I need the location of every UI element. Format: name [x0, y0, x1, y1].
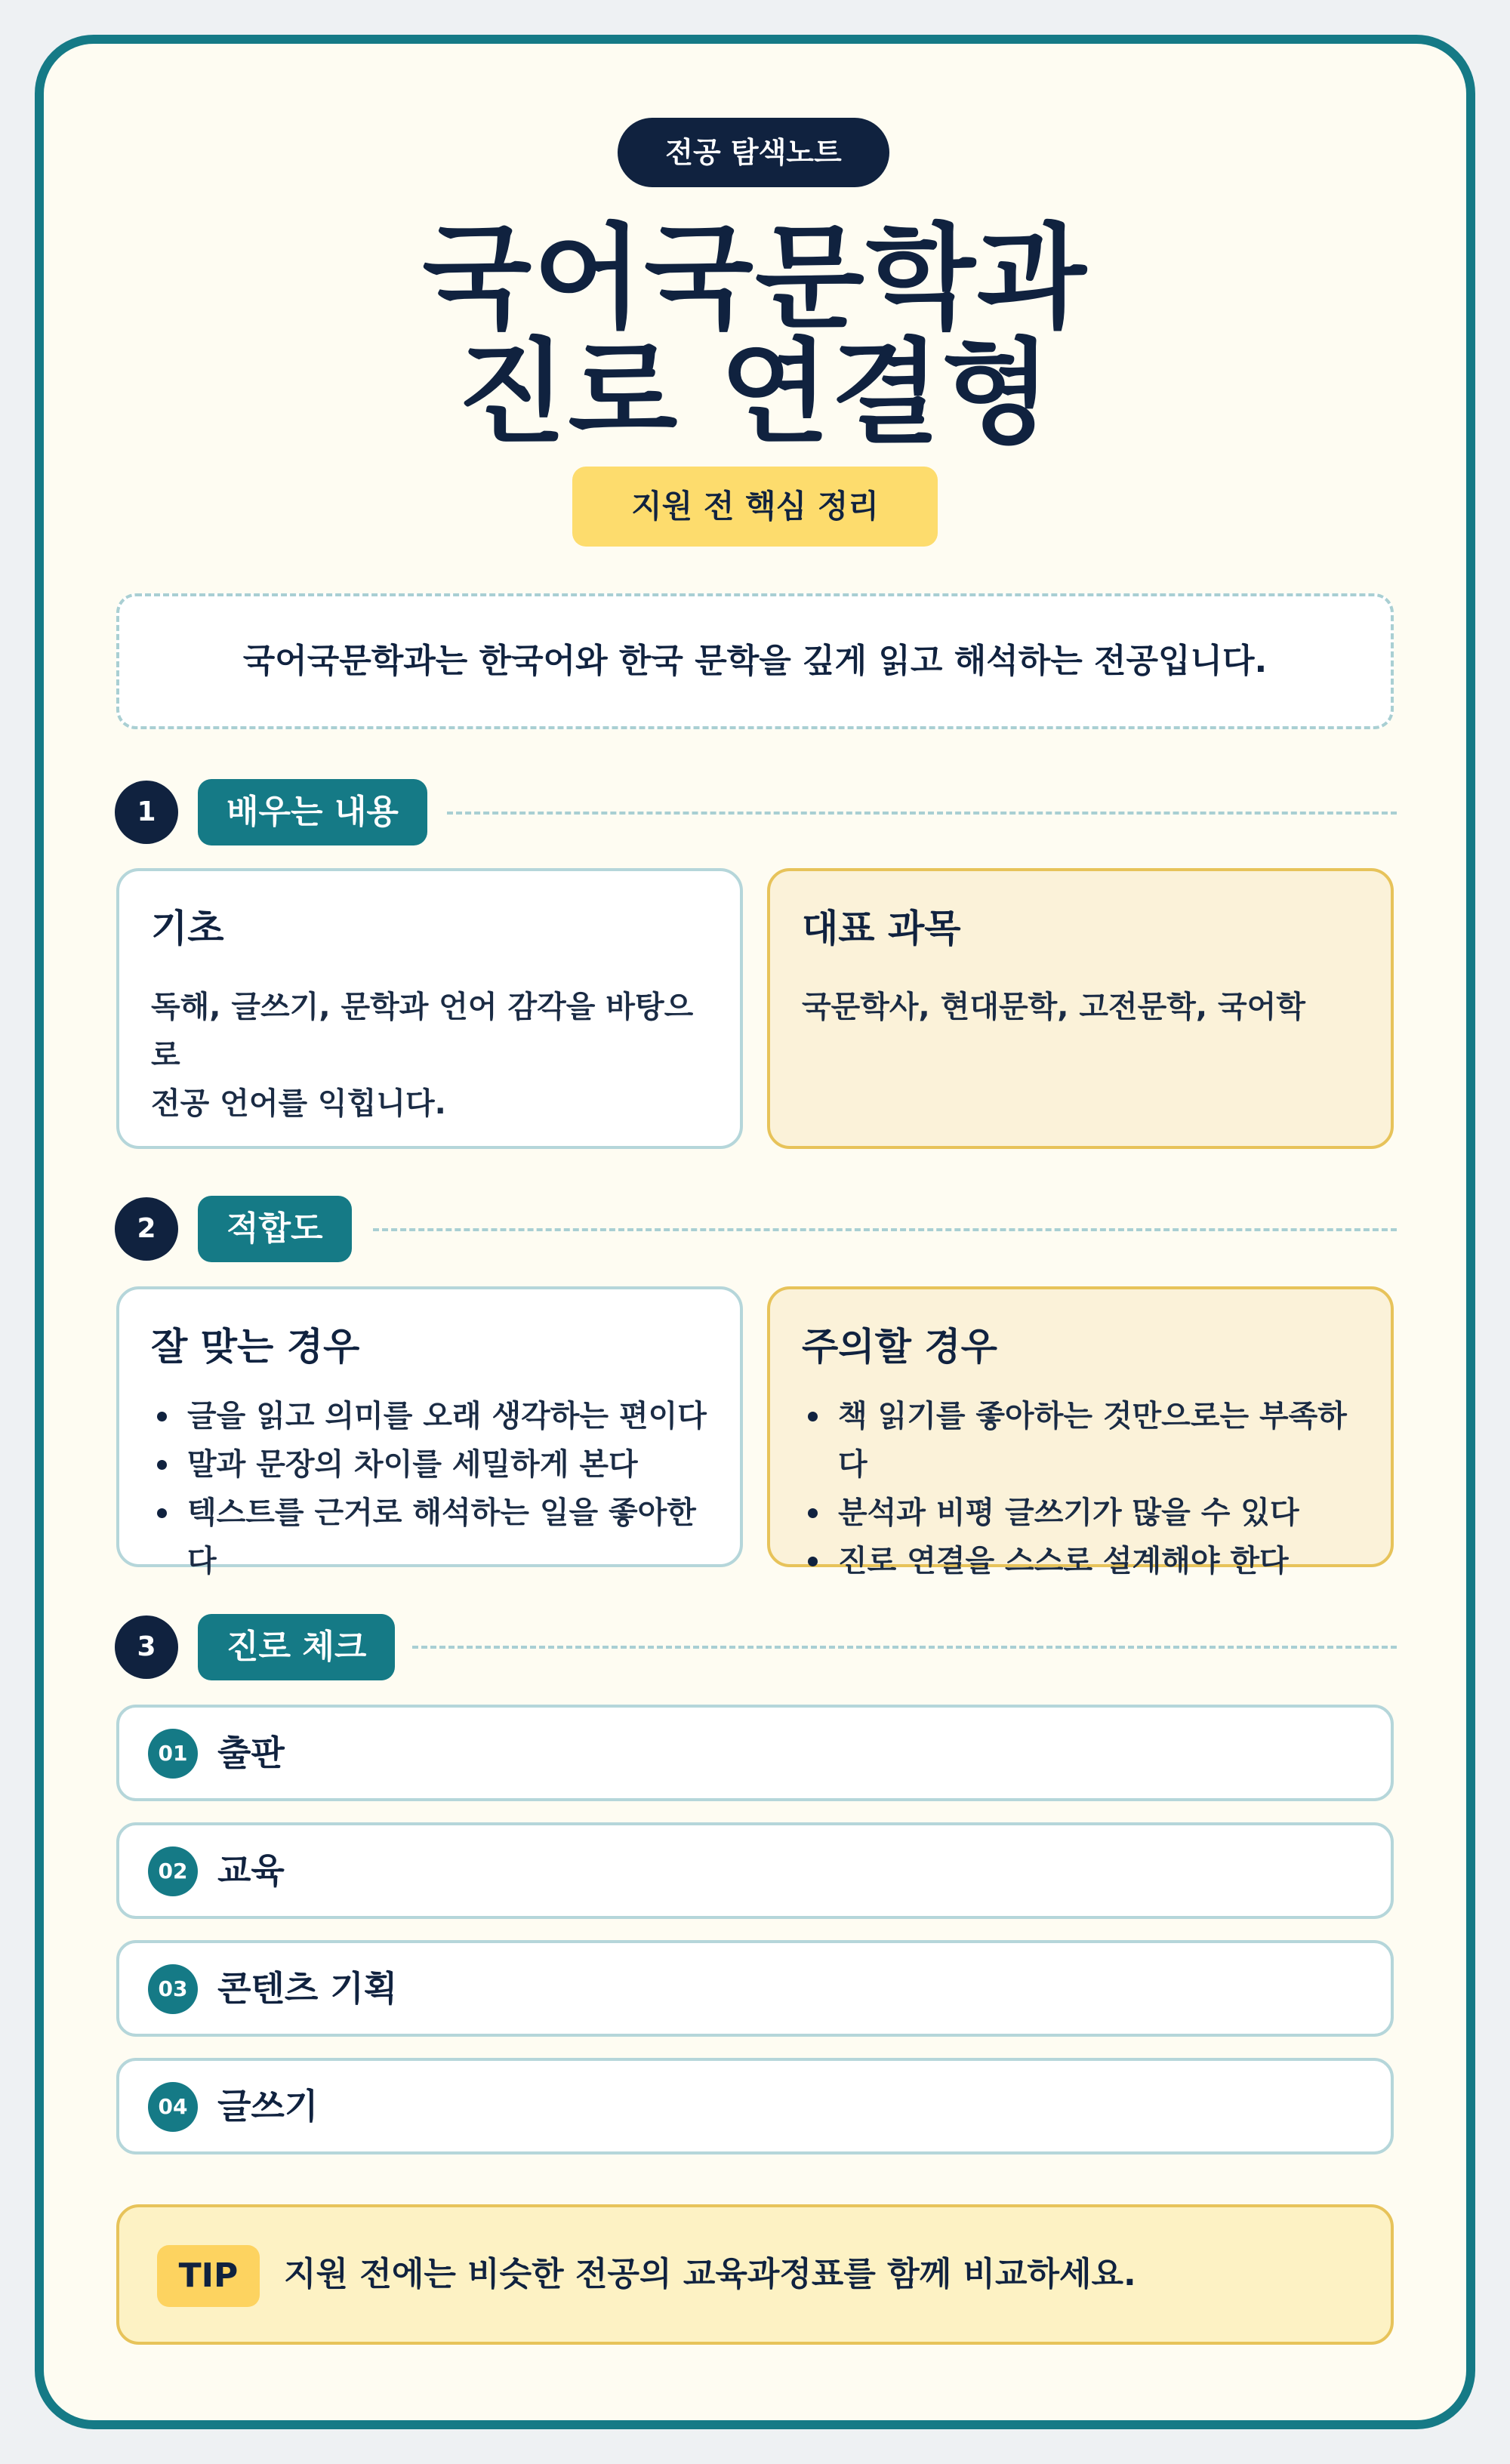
section-2-divider [373, 1228, 1397, 1231]
caution-title: 주의할 경우 [802, 1325, 997, 1369]
good-fit-item: 말과 문장의 차이를 세밀하게 본다 [151, 1440, 708, 1489]
career-number: 01 [148, 1729, 198, 1779]
career-item-writing [116, 2058, 1394, 2154]
section-3-number: 3 [115, 1615, 178, 1679]
section-1-divider [447, 812, 1397, 815]
good-fit-box [116, 1286, 743, 1578]
basics-title: 기초 [151, 907, 224, 950]
career-item-publishing [116, 1705, 1394, 1801]
caution-item: 책 읽기를 좋아하는 것만으로는 부족하다 [802, 1392, 1359, 1489]
tip-text: 지원 전에는 비슷한 전공의 교육과정표를 함께 비교하세요. [284, 2255, 1136, 2293]
career-number: 02 [148, 1846, 198, 1896]
basics-box [116, 868, 743, 1149]
career-label: 글쓰기 [217, 2086, 319, 2127]
caution-item: 분석과 비평 글쓰기가 많을 수 있다 [802, 1489, 1359, 1537]
caution-item: 진로 연결을 스스로 설계해야 한다 [802, 1537, 1359, 1585]
subtitle-badge: 지원 전 핵심 정리 [572, 467, 938, 547]
career-number: 03 [148, 1964, 198, 2014]
career-label: 출판 [217, 1732, 285, 1773]
caution-box [767, 1286, 1394, 1578]
tip-badge: TIP [157, 2245, 260, 2307]
section-1-number: 1 [115, 781, 178, 844]
good-fit-item: 텍스트를 근거로 해석하는 일을 좋아한다 [151, 1489, 708, 1585]
page-title-line1: 국어국문학과 [422, 213, 1088, 344]
courses-box [767, 868, 1394, 1149]
section-2-number: 2 [115, 1197, 178, 1261]
good-fit-item: 글을 읽고 의미를 오래 생각하는 편이다 [151, 1392, 708, 1440]
section-3-label: 진로 체크 [198, 1614, 395, 1680]
section-1-label: 배우는 내용 [198, 779, 427, 845]
career-label: 콘텐츠 기획 [217, 1968, 398, 2009]
section-2-label: 적합도 [198, 1196, 352, 1262]
header-badge: 전공 탐색노트 [618, 118, 889, 187]
intro-box: 국어국문학과는 한국어와 한국 문학을 깊게 읽고 해석하는 전공입니다. [116, 593, 1394, 729]
career-item-education [116, 1822, 1394, 1919]
career-number: 04 [148, 2082, 198, 2132]
page-title-line2: 진로 연결형 [457, 328, 1053, 459]
career-label: 교육 [217, 1850, 285, 1891]
career-item-content-planning [116, 1940, 1394, 2037]
section-3-divider [412, 1646, 1397, 1649]
basics-text: 독해, 글쓰기, 문학과 언어 감각을 바탕으로 전공 언어를 익힙니다. [151, 990, 694, 1121]
tip-box [116, 2204, 1394, 2345]
good-fit-title: 잘 맞는 경우 [151, 1325, 360, 1369]
courses-title: 대표 과목 [802, 907, 961, 950]
courses-text: 국문학사, 현대문학, 고전문학, 국어학 [802, 990, 1305, 1024]
